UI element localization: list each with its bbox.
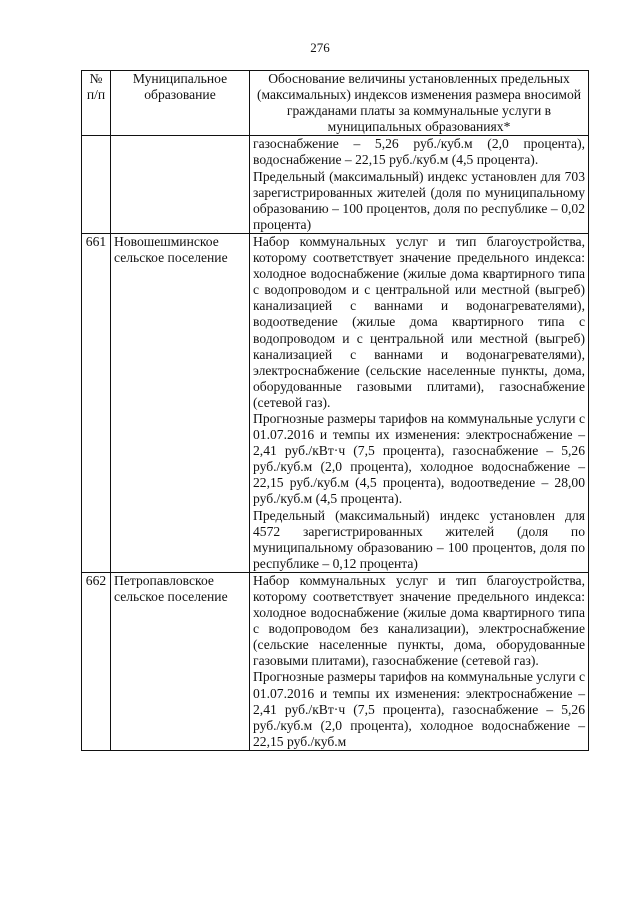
row-municipality: Петропавловское сельское поселение xyxy=(111,572,250,750)
row-justification xyxy=(250,572,589,750)
table-row-662 xyxy=(82,572,589,750)
justification-paragraph: Прогнозные размеры тарифов на коммунальные услуги с 01.07.2016 и темпы их изменения: электроснабжение – 2,41 руб./кВт·ч (7,5 процента), газоснабжение – 5,26 руб./куб.м (2,0 процента), холодное водоснабжение – 22,15 руб./куб.м (4,5 процента), водоотведение – 28,00 руб./куб.м (4,5 процента). xyxy=(253,410,585,507)
justification-paragraph: газоснабжение – 5,26 руб./куб.м (2,0 процента), водоснабжение – 22,15 руб./куб.м (4,5 процента). xyxy=(253,136,585,168)
row-justification xyxy=(250,233,589,572)
row-municipality: Новошешминское сельское поселение xyxy=(111,233,250,572)
row-num xyxy=(82,136,111,234)
header-municipality: Муниципальное образование xyxy=(111,71,250,136)
justification-paragraph: Предельный (максимальный) индекс установлен для 703 зарегистрированных жителей (доля по муниципальному образованию – 100 процентов, доля по республике – 0,02 процента) xyxy=(253,168,585,232)
row-num: 661 xyxy=(82,233,111,572)
header-justification: Обоснование величины установленных предельных (максимальных) индексов изменения размера вносимой гражданами платы за коммунальные услуги в муниципальных образованиях* xyxy=(250,71,589,136)
header-num: № п/п xyxy=(82,71,111,136)
tariff-index-table xyxy=(81,70,589,751)
table-row-continuation xyxy=(82,136,589,234)
row-justification xyxy=(250,136,589,234)
table-row-661 xyxy=(82,233,589,572)
justification-paragraph: Предельный (максимальный) индекс установлен для 4572 зарегистрированных жителей (доля по муниципальному образованию – 100 процентов, доля по республике – 0,12 процента) xyxy=(253,507,585,571)
table-header-row xyxy=(82,71,589,136)
row-num: 662 xyxy=(82,572,111,750)
justification-paragraph: Набор коммунальных услуг и тип благоустройства, которому соответствует значение предельного индекса: холодное водоснабжение (жилые дома квартирного типа с водопроводом и с центральной или местной (выгреб) канализацией с ваннами и водонагревателями), водоотведение (жилые дома квартирного типа с водопроводом и с центральной или местной (выгреб) канализацией с ваннами и водонагревателями), электроснабжение (сельские населенные пункты, дома, оборудованные газовыми плитами), газоснабжение (сетевой газ). xyxy=(253,233,585,410)
justification-paragraph: Прогнозные размеры тарифов на коммунальные услуги с 01.07.2016 и темпы их изменения: электроснабжение – 2,41 руб./кВт·ч (7,5 процента), газоснабжение – 5,26 руб./куб.м (2,0 процента), холодное водоснабжение – 22,15 руб./куб.м xyxy=(253,669,585,749)
row-municipality xyxy=(111,136,250,234)
page-number: 276 xyxy=(310,40,330,55)
justification-paragraph: Набор коммунальных услуг и тип благоустройства, которому соответствует значение предельного индекса: холодное водоснабжение (жилые дома квартирного типа с водопроводом без канализации), электроснабжение (сельские населенные пункты, дома, оборудованные газовыми плитами), газоснабжение (сетевой газ). xyxy=(253,572,585,669)
